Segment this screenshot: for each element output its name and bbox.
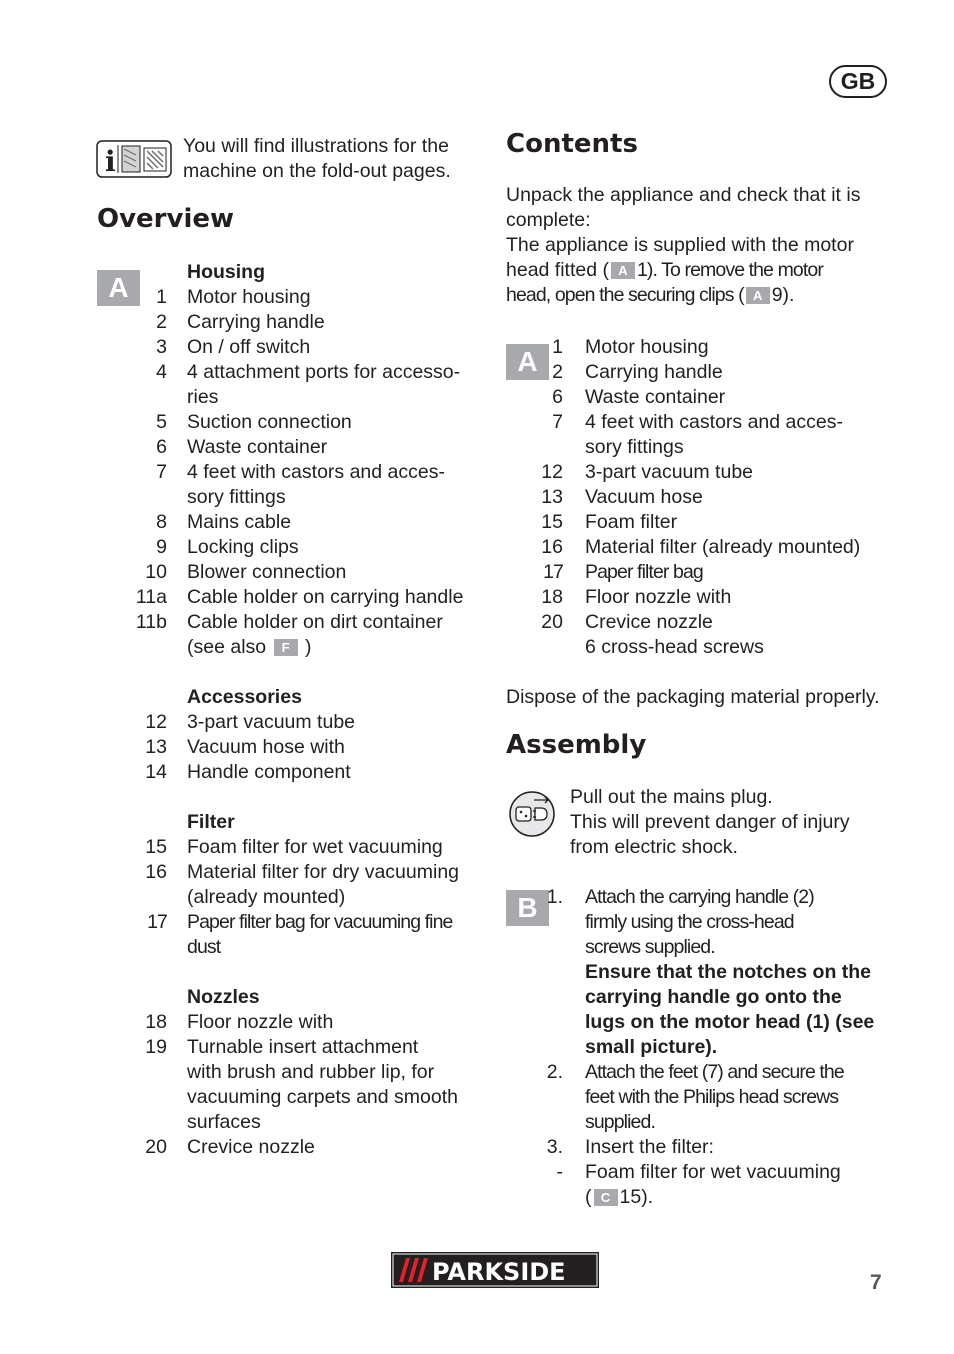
list-item: 11b Cable holder on dirt container (see also F ) bbox=[135, 611, 443, 658]
list-item: 18 Floor nozzle with bbox=[541, 586, 732, 608]
dispose-note: Dispose of the packaging material properly. bbox=[506, 686, 880, 708]
housing-title: Housing bbox=[187, 261, 265, 283]
parkside-logo bbox=[391, 1252, 599, 1295]
info-line: machine on the fold-out pages. bbox=[183, 160, 451, 182]
list-item: 12 3-part vacuum tube bbox=[145, 711, 356, 733]
list-item: 8 Mains cable bbox=[156, 511, 292, 533]
list-item: 13 Vacuum hose with bbox=[145, 736, 345, 758]
figure-a-inline-badge: A bbox=[611, 262, 635, 279]
svg-text:i: i bbox=[105, 145, 116, 178]
list-item: 20 Crevice nozzle bbox=[541, 611, 713, 633]
list-item: 14 Handle component bbox=[145, 761, 351, 783]
contents-list bbox=[506, 335, 896, 660]
assembly-heading: Assembly bbox=[506, 730, 647, 760]
list-item: 1 Motor housing bbox=[156, 286, 311, 308]
overview-heading: Overview bbox=[97, 204, 235, 234]
step-item: 3. Insert the filter: bbox=[546, 1136, 714, 1158]
list-item: 7 4 feet with castors and acces- sory fittings bbox=[552, 411, 843, 458]
list-item: 15 Foam filter bbox=[541, 511, 678, 533]
list-item: 2 Carrying handle bbox=[156, 311, 325, 333]
list-item: 1 Motor housing bbox=[552, 336, 709, 358]
svg-text:PARKSIDE: PARKSIDE bbox=[432, 1258, 566, 1286]
filter-title: Filter bbox=[187, 811, 235, 833]
list-item: 12 3-part vacuum tube bbox=[541, 461, 754, 483]
list-item: 7 4 feet with castors and acces- sory fittings bbox=[156, 461, 445, 508]
contents-intro: Unpack the appliance and check that it is complete: The appliance is supplied with the motor head fitted ( A 1). To remove the motor head, open the securing clips ( A 9). bbox=[506, 184, 861, 306]
safety-warning: Pull out the mains plug. This will prevent danger of injury from electric shock. bbox=[570, 786, 850, 858]
figure-c-badge: C bbox=[594, 1189, 618, 1206]
info-line: You will find illustrations for the bbox=[183, 135, 449, 157]
list-item: 20 Crevice nozzle bbox=[145, 1136, 315, 1158]
step-bullet: - Foam filter for wet vacuuming ( C 15). bbox=[556, 1161, 841, 1208]
list-item: 16 Material filter (already mounted) bbox=[541, 536, 861, 558]
contents-heading: Contents bbox=[506, 129, 638, 159]
list-item: 18 Floor nozzle with bbox=[145, 1011, 334, 1033]
info-book-icon bbox=[96, 139, 172, 186]
figure-a-badge: A bbox=[97, 270, 140, 306]
list-item: 17 Paper filter bag bbox=[543, 561, 703, 583]
list-item: 2 Carrying handle bbox=[552, 361, 723, 383]
list-item: 5 Suction connection bbox=[156, 411, 352, 433]
list-item: 11a Cable holder on carrying handle bbox=[135, 586, 464, 608]
list-item: 17 Paper filter bag for vacuuming fine dust bbox=[147, 911, 453, 958]
info-note bbox=[183, 134, 451, 184]
figure-b-badge: B bbox=[506, 890, 549, 926]
figure-a-inline-badge: A bbox=[746, 287, 770, 304]
language-badge: GB bbox=[829, 65, 887, 98]
step-item: 1. Attach the carrying handle (2) firmly using the cross-head screws supplied. Ensure that the notches on the carrying handle go onto the lugs on the motor head (1) (see small picture). bbox=[546, 886, 875, 1058]
step-item: 2. Attach the feet (7) and secure the feet with the Philips head screws supplied. bbox=[546, 1061, 844, 1133]
list-item: 19 Turnable insert attachment with brush and rubber lip, for vacuuming carpets and smooth surfaces bbox=[145, 1036, 458, 1133]
figure-a-badge: A bbox=[506, 344, 549, 380]
list-item: 15 Foam filter for wet vacuuming bbox=[145, 836, 443, 858]
list-item: 10 Blower connection bbox=[145, 561, 347, 583]
assembly-steps bbox=[506, 885, 896, 1210]
list-item: 13 Vacuum hose bbox=[541, 486, 703, 508]
list-item: 6 Waste container bbox=[552, 386, 726, 408]
page-number: 7 bbox=[870, 1271, 882, 1294]
unplug-icon bbox=[508, 790, 556, 845]
nozzles-title: Nozzles bbox=[187, 986, 260, 1008]
list-item: 16 Material filter for dry vacuuming (already mounted) bbox=[145, 861, 460, 908]
overview-list bbox=[97, 260, 487, 1160]
list-item: 3 On / off switch bbox=[156, 336, 311, 358]
accessories-title: Accessories bbox=[187, 686, 302, 708]
figure-f-badge: F bbox=[274, 639, 298, 656]
list-item: 6 cross-head screws bbox=[585, 636, 764, 658]
list-item: 4 4 attachment ports for accesso- ries bbox=[156, 361, 461, 408]
list-item: 9 Locking clips bbox=[156, 536, 299, 558]
list-item: 6 Waste container bbox=[156, 436, 328, 458]
